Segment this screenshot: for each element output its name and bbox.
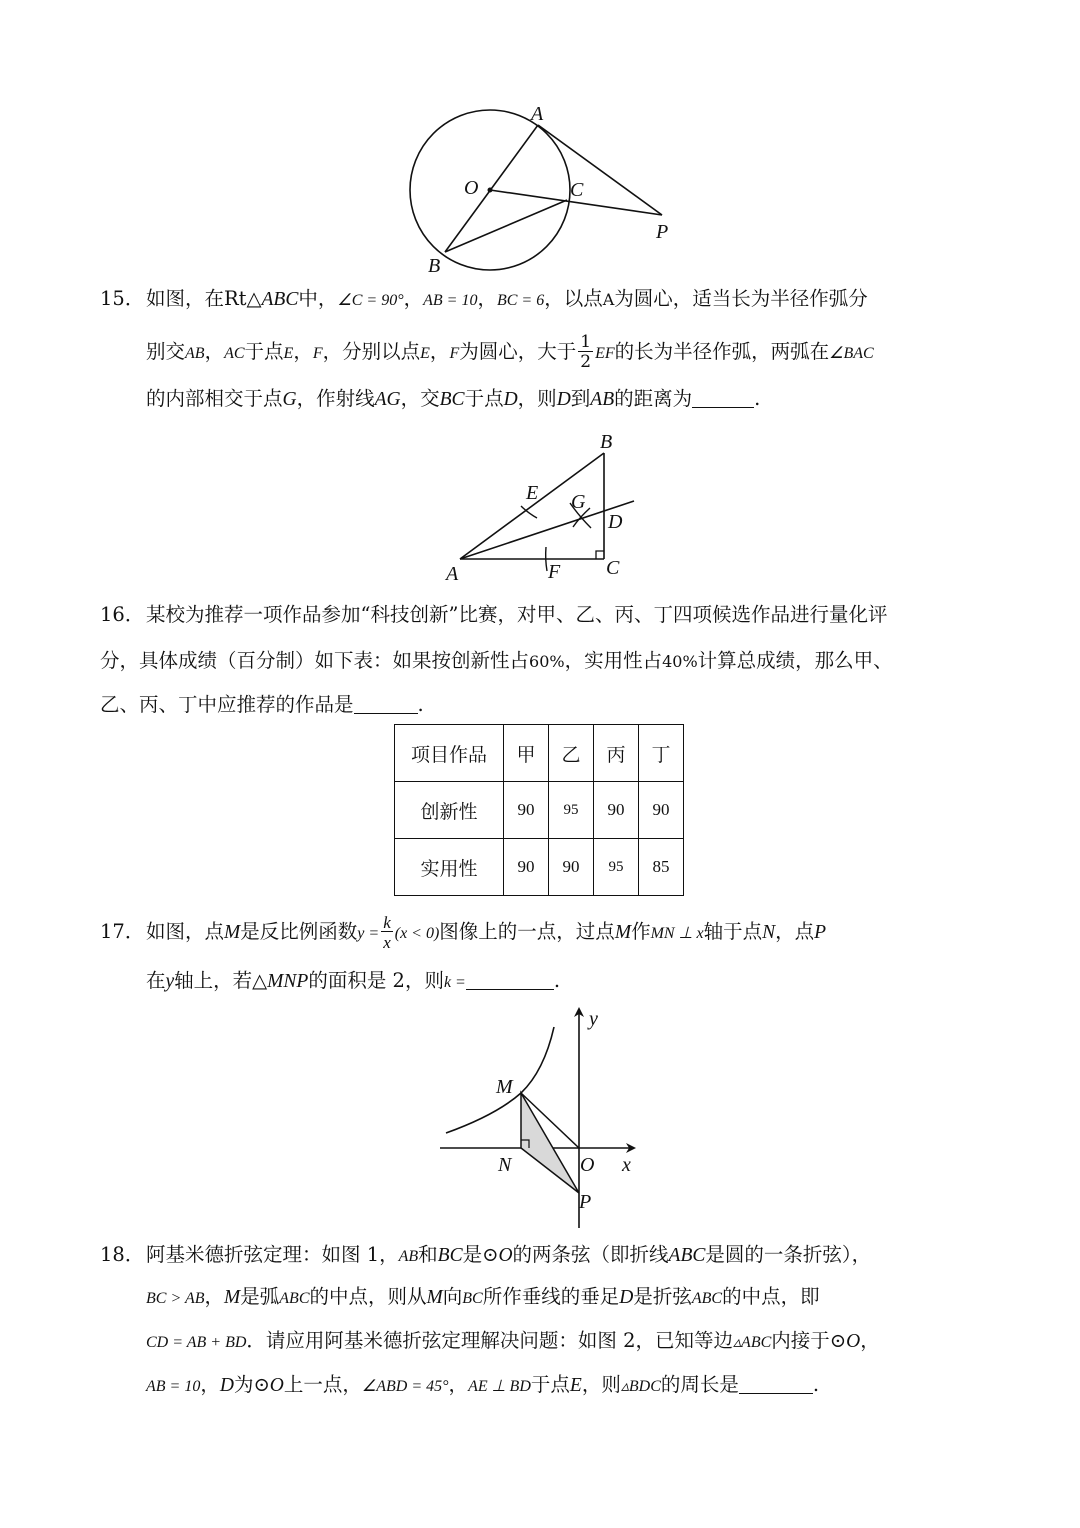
table-header-cell: 项目作品	[395, 725, 504, 782]
q15-math: AG	[374, 389, 401, 410]
q15-math: D	[503, 389, 518, 410]
q16-text: 乙、丙、丁中应推荐的作品是	[100, 693, 354, 716]
q15-text: ，则	[517, 387, 557, 410]
triangle-mnp	[521, 1093, 579, 1193]
label-p: P	[656, 221, 669, 243]
q18-line-3	[146, 1326, 880, 1358]
q16-text: 分，具体成绩（百分制）如下表：如果按创新性占	[100, 649, 530, 672]
q18-text: 是圆的一条折弦），	[705, 1243, 872, 1266]
q18-math: O	[269, 1375, 284, 1396]
q15-line-1	[100, 284, 868, 316]
q15-text: .	[754, 387, 761, 410]
q16-line-3	[100, 690, 424, 720]
q18-math: ABC	[668, 1245, 706, 1266]
q18-line-1	[100, 1240, 871, 1272]
q18-text: ，	[200, 1373, 220, 1396]
q18-text: 为⊙	[233, 1373, 270, 1396]
q15-text: 于点	[244, 340, 284, 363]
q17-math: y	[165, 971, 175, 992]
figure-circle-tangent	[400, 100, 700, 280]
q18-math: BC > AB	[146, 1290, 205, 1307]
q15-math: BC	[439, 389, 465, 410]
score-table	[394, 724, 684, 896]
triangle-diagram	[440, 428, 650, 588]
q17-line-2	[146, 966, 560, 998]
q15-text: 于点	[464, 387, 504, 410]
q18-text: 上一点，	[283, 1373, 362, 1396]
q18-text: 内接于⊙	[771, 1329, 847, 1352]
center-point-o	[488, 188, 493, 193]
table-cell: 90	[504, 782, 549, 839]
q18-text: ，	[448, 1373, 469, 1396]
label-p: P	[579, 1191, 592, 1213]
q18-math: ABC	[691, 1290, 723, 1307]
table-cell: 90	[639, 782, 684, 839]
q15-text: 中，	[298, 287, 338, 310]
q15-math: E	[420, 345, 430, 362]
q15-text: ，	[293, 340, 313, 363]
q18-math: M	[426, 1287, 443, 1308]
q15-text: 到	[570, 387, 591, 410]
q15-line-2	[146, 334, 874, 371]
q18-math: AB	[398, 1248, 419, 1265]
q15-math: A	[602, 290, 615, 309]
q15-text: 的长为半径作弧，两弧在	[614, 340, 830, 363]
table-header-row	[395, 725, 684, 782]
answer-blank-18[interactable]	[739, 1371, 813, 1394]
q18-math: ▵ABC	[733, 1334, 772, 1351]
q18-text: 的中点，即	[722, 1285, 820, 1308]
answer-blank-16[interactable]	[354, 691, 418, 714]
q17-text: 轴上，若△	[174, 969, 268, 992]
label-b: B	[600, 431, 613, 453]
q18-text: 是弧	[240, 1285, 280, 1308]
q17-math: k =	[443, 974, 466, 991]
q17-math: M	[224, 922, 241, 943]
q16-math: 40%	[662, 652, 698, 671]
q17-text: 如图，点	[146, 920, 225, 943]
q18-text: ，	[860, 1329, 880, 1352]
coordinate-diagram	[436, 1005, 656, 1230]
label-f: F	[548, 561, 561, 583]
label-e: E	[526, 482, 539, 504]
q15-math: AB	[590, 389, 615, 410]
q17-math: y =	[357, 925, 380, 942]
figure-inverse-function	[436, 1005, 656, 1230]
label-c: C	[606, 557, 620, 579]
q18-math: BC	[462, 1290, 483, 1307]
q18-math: AE ⊥ BD	[468, 1378, 531, 1395]
q15-text: ，分别以点	[322, 340, 421, 363]
q15-text: ，作射线	[296, 387, 375, 410]
q18-math: CD = AB + BD	[146, 1334, 247, 1351]
q16-text: 某校为推荐一项作品参加“科技创新”比赛，对甲、乙、丙、丁四项候选作品进行量化评	[146, 603, 888, 626]
q15-math: D	[556, 389, 571, 410]
q15-text: ，	[204, 340, 225, 363]
q15-math: ABC	[261, 289, 299, 310]
q18-line-4	[146, 1370, 819, 1402]
q18-math: ABC	[279, 1290, 310, 1307]
label-o: O	[580, 1154, 595, 1176]
q15-text: ，以点	[544, 287, 603, 310]
q18-line-2	[146, 1282, 820, 1314]
q15-text: ，	[477, 287, 497, 310]
table-header-cell: 甲	[504, 725, 549, 782]
q18-text: 阿基米德折弦定理：如图 1，	[146, 1243, 399, 1266]
q17-text: 是反比例函数	[240, 920, 358, 943]
label-n: N	[498, 1154, 512, 1176]
q18-math: ∠ABD = 45°	[361, 1378, 449, 1395]
table-row-label: 实用性	[395, 839, 504, 896]
q16-text: ，实用性占	[564, 649, 663, 672]
q18-text: 所作垂线的垂足	[482, 1285, 620, 1308]
q18-math: ▵BDC	[620, 1378, 661, 1395]
right-angle-mark	[596, 551, 604, 559]
q15-line-3	[146, 384, 760, 415]
q15-math: F	[312, 345, 323, 362]
q17-math: N	[762, 922, 776, 943]
q15-math: AB	[185, 345, 205, 362]
q16-math: 60%	[529, 652, 565, 671]
q17-text: 在	[146, 969, 166, 992]
q18-math: D	[219, 1375, 234, 1396]
q17-text: 轴于点	[703, 920, 763, 943]
label-d: D	[608, 511, 623, 533]
q15-text: 的距离为	[614, 387, 693, 410]
q18-math: O	[498, 1245, 513, 1266]
q15-text: 如图，在Rt△	[146, 287, 262, 310]
label-m: M	[496, 1076, 513, 1098]
q15-text: 别交	[146, 340, 186, 363]
q15-text: 为圆心，适当长为半径作弧分	[614, 287, 868, 310]
label-c: C	[570, 179, 584, 201]
q18-text: 的两条弦（即折线	[512, 1243, 669, 1266]
q18-math: O	[846, 1331, 861, 1352]
q18-text: ．请应用阿基米德折弦定理解决问题：如图 2，已知等边	[246, 1329, 734, 1352]
q16-text: 计算总成绩，那么甲、	[697, 649, 893, 672]
table-header-cell: 丙	[594, 725, 639, 782]
q15-math: AC	[224, 345, 245, 362]
q17-text: 作	[631, 920, 651, 943]
q15-math: BC = 6	[496, 292, 545, 309]
q17-math: M	[614, 922, 632, 943]
table-cell: 90	[504, 839, 549, 896]
q17-text: 的面积是 2，则	[308, 969, 444, 992]
table-cell: 95	[594, 839, 639, 896]
q17-number: 17．	[100, 920, 145, 943]
q18-text: ，	[204, 1285, 225, 1308]
figure-right-triangle	[440, 428, 650, 588]
q15-math: ∠C = 90°	[337, 292, 404, 309]
q15-number: 15．	[100, 287, 145, 310]
q15-math: G	[282, 389, 297, 410]
q15-text: ，交	[400, 387, 440, 410]
label-b: B	[428, 255, 441, 277]
answer-blank-17[interactable]	[466, 967, 554, 990]
table-row-label: 创新性	[395, 782, 504, 839]
q17-text: 图像上的一点，过点	[439, 920, 615, 943]
answer-blank-15[interactable]	[692, 385, 754, 408]
table-header-cell: 乙	[549, 725, 594, 782]
table-row	[395, 782, 684, 839]
segment-ap	[538, 125, 662, 215]
label-a: A	[531, 103, 544, 125]
q15-text: ，	[403, 287, 424, 310]
q15-math: EF	[595, 345, 615, 362]
q15-math: AB = 10	[423, 292, 478, 309]
label-a: A	[446, 563, 459, 585]
q18-math: E	[569, 1375, 582, 1396]
q16-number: 16．	[100, 603, 145, 626]
q18-text: 的周长是	[660, 1373, 739, 1396]
q17-text: .	[553, 969, 561, 992]
q16-line-1	[100, 600, 887, 630]
q18-text: ，则	[581, 1373, 621, 1396]
label-y: y	[589, 1008, 598, 1030]
q18-text: 是折弦	[633, 1285, 692, 1308]
label-g: G	[571, 491, 586, 513]
q18-text: 和	[418, 1243, 438, 1266]
q18-text: 是⊙	[462, 1243, 499, 1266]
q15-math: E	[283, 345, 294, 362]
label-x: x	[622, 1154, 631, 1176]
fraction-one-half: $\frac{1}{2}$	[580, 332, 592, 372]
q15-math: F	[449, 345, 460, 362]
table-header-cell: 丁	[639, 725, 684, 782]
q18-math: M	[224, 1287, 241, 1308]
q17-math: (x < 0)	[394, 925, 440, 942]
q18-text: 的中点，则从	[309, 1285, 427, 1308]
q15-text: 的内部相交于点	[146, 387, 283, 410]
table-cell: 95	[549, 782, 594, 839]
table-cell: 90	[594, 782, 639, 839]
q15-text: ，	[429, 340, 450, 363]
q17-math: MNP	[267, 971, 309, 992]
q15-text: 为圆心，大于	[459, 340, 577, 363]
q18-text: 于点	[530, 1373, 570, 1396]
q18-text: 向	[442, 1285, 463, 1308]
circle-diagram	[400, 100, 700, 280]
q16-line-2	[100, 646, 893, 677]
q16-text: .	[417, 693, 424, 716]
q17-line-1	[100, 914, 826, 951]
q18-math: D	[619, 1287, 634, 1308]
q17-math: MN ⊥ x	[650, 925, 704, 942]
q18-text: .	[812, 1373, 820, 1396]
table-row	[395, 839, 684, 896]
q15-math: ∠BAC	[829, 345, 874, 362]
q17-math: P	[814, 922, 827, 943]
q18-math: AB = 10	[146, 1378, 201, 1395]
fraction-k-over-x: $\frac{k}{x}$	[383, 913, 391, 952]
q17-text: ，点	[775, 920, 815, 943]
q18-number: 18．	[100, 1243, 145, 1266]
q18-math: BC	[437, 1245, 463, 1266]
table-cell: 85	[639, 839, 684, 896]
table-cell: 90	[549, 839, 594, 896]
label-o: O	[464, 177, 479, 199]
